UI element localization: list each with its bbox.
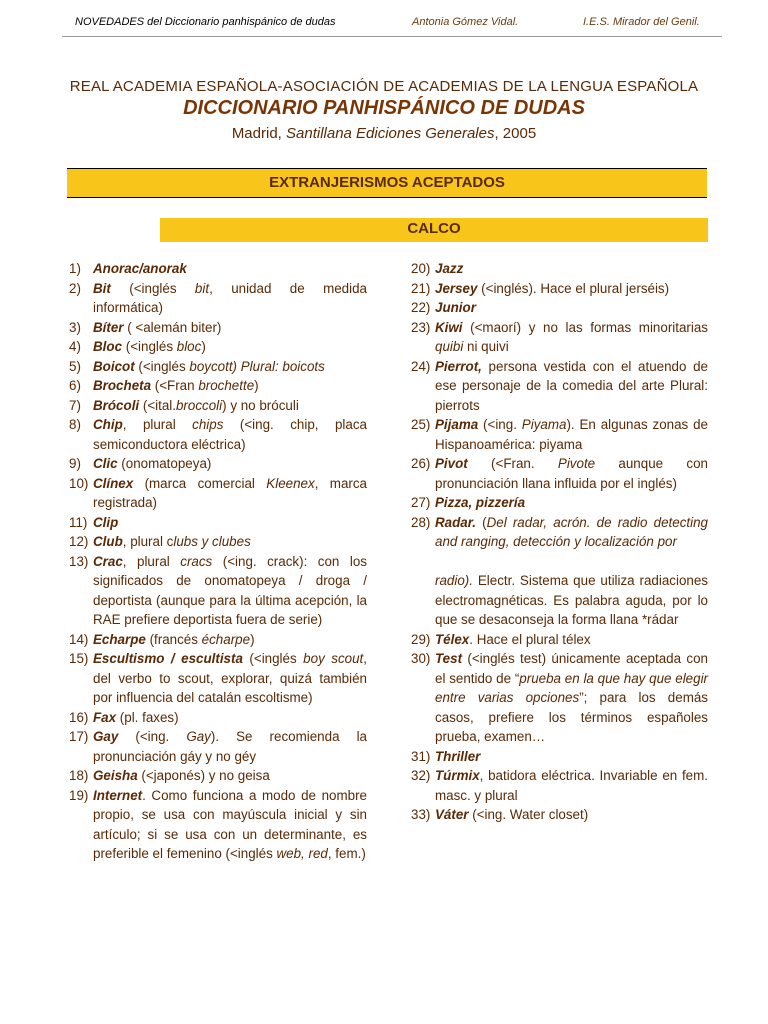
item-text: Electr. Sistema que utiliza radiaciones electromagnéticas. Es palabra aguda, por lo que se desaconseja la forma llana *rádar [435,573,708,627]
item-italic-text: Gay [186,729,211,744]
item-text: (<Fran [151,378,199,393]
item-text: (<ing. [478,417,522,432]
item-term: Clínex [93,475,134,491]
item-text: (<ing. chip, placa semiconductora eléctrica) [93,417,367,452]
spacer [411,552,708,572]
title-line-2: DICCIONARIO PANHISPÁNICO DE DUDAS [183,97,585,119]
item-term: Bloc [93,339,123,354]
item-text: , plural c [122,534,174,549]
item-text: , del verbo to scout, explorar, quizá también por influencia del catalán escoltisme) [93,651,367,705]
item-text: (<ing. Water closet) [468,807,589,822]
item-term: Jazz [435,261,464,276]
item-number: 24) [411,358,431,374]
item-text: , plural [122,553,181,569]
item-term: Brocheta [93,378,152,393]
item-italic-text: cracs [180,553,213,569]
item-text: , unidad de medida informática) [93,280,367,315]
list-item [411,357,708,416]
item-term: Pivot [435,456,468,471]
title-city: Madrid, [231,125,286,142]
item-term: Echarpe [93,631,146,647]
item-text: (francés [145,631,202,647]
list-item [69,357,367,377]
list-item [411,747,708,767]
item-number: 18) [69,768,89,783]
list-item [69,259,367,279]
item-text: , batidora eléctrica. Invariable en fem. masc. y plural [435,768,708,803]
item-term: Boicot [93,358,135,374]
item-term: Brócoli [93,397,140,413]
item-italic-text: brochette [198,378,255,393]
list-item [411,513,708,552]
item-italic-text: bloc [176,339,202,354]
item-text: (<inglés [134,358,190,374]
item-term: Pizza, pizzería [435,495,526,510]
item-term: Radar. [435,514,476,530]
item-number: 14) [69,631,89,647]
title-line-3 [0,125,768,142]
title-line-1: REAL ACADEMIA ESPAÑOLA-ASOCIACIÓN DE ACADEMIAS DE LA LENGUA ESPAÑOLA [69,78,699,95]
item-term: Escultismo / escultista [93,651,243,666]
list-item [69,649,367,708]
list-item [69,766,367,786]
item-italic-text: radio). [435,573,473,588]
item-italic-text: boycott) Plural: boicots [189,358,325,374]
item-text: (marca comercial [133,475,267,491]
list-item [69,396,367,416]
list-item [411,805,708,825]
item-number: 3) [69,319,81,335]
item-number: 17) [69,729,89,744]
item-term: Gay [93,729,119,744]
item-term: Thriller [435,748,481,764]
item-text: , fem.) [327,846,366,861]
header-left-text: NOVEDADES del Diccionario panhispánico de dudas [75,16,336,28]
item-italic-text: Piyama [521,417,567,432]
item-number: 13) [69,553,89,569]
item-text: ) [254,378,259,393]
item-text: ). Se recomienda la pronunciación gáy y no géy [93,729,368,764]
list-item [69,279,367,318]
item-number: 23) [411,319,431,335]
list-item [69,786,367,864]
item-text: (<inglés test) únicamente aceptada con el sentido de “ [435,651,708,686]
item-text: ). En algunas zonas de Hispanoamérica: piyama [435,417,708,452]
item-text: (<ing. [118,729,187,744]
item-text: , plural [122,417,193,432]
item-number: 10) [69,475,89,491]
list-item [411,259,708,279]
item-number: 2) [69,280,81,296]
list-item [69,708,367,728]
header-school: I.E.S. Mirador del Genil. [583,16,700,28]
item-text: ( <alemán biter) [123,319,222,335]
list-item [411,493,708,513]
header-author: Antonia Gómez Vidal. [412,16,519,28]
item-italic-text: Pivote [557,456,596,471]
item-term: Clip [93,514,119,530]
item-number: 26) [411,456,431,471]
item-number: 4) [69,339,81,354]
item-term: Váter [435,807,469,822]
list-item [411,279,708,299]
item-term: Kiwi [435,319,463,335]
list-item [69,552,367,630]
list-item [69,415,367,454]
list-item [69,474,367,513]
item-term: Test [435,651,463,666]
item-italic-text: Del radar, acrón. de radio detecting and ranging, detección y localización por [435,514,709,549]
item-italic-text: quibi [435,339,464,354]
item-italic-text: lubs y clubes [173,534,251,549]
item-term: Fax [93,709,117,725]
item-number: 12) [69,534,89,549]
item-italic-text: écharpe [201,631,251,647]
item-text: ) [250,631,255,647]
right-column [411,259,708,825]
item-number: 33) [411,807,431,822]
item-text: (<maorí) y no las formas minoritarias [462,319,708,335]
item-text: (<ing. crack): con los significados de onomatopeya / droga / deportista (aunque para la última acepción, la RAE prefiere deportista fuera de serie) [93,553,367,627]
item-number: 9) [69,456,81,471]
item-number: 6) [69,378,81,393]
item-text: ) y no bróculi [222,397,299,413]
item-number: 28) [411,514,431,530]
header-rule [62,36,722,37]
item-text: ( [475,514,487,530]
item-term: Túrmix [435,768,480,783]
item-text: . Hace el plural télex [469,631,591,647]
item-text: persona vestida con el atuendo de ese personaje de la comedia del arte Plural: pierrots [435,358,708,413]
item-text: (<inglés [242,651,304,666]
item-italic-text: prueba en la que hay que elegir entre varias opciones [435,670,708,705]
list-item [69,727,367,766]
item-number: 31) [411,748,431,764]
item-text: (<inglés). Hace el plural jerséis) [477,280,670,296]
item-term: Bit [93,280,111,296]
list-item [69,454,367,474]
list-item [411,571,708,630]
list-item [69,376,367,396]
item-text: (pl. faxes) [116,709,179,725]
item-text: ) [201,339,206,354]
item-term: Internet [93,787,143,803]
item-number: 22) [411,300,431,315]
item-text: . Como funciona a modo de nombre propio, se usa con mayúscula inicial y sin artículo; si se usa con un determinante, es preferible el femenino (<inglés [93,787,367,861]
item-term: Chip [93,417,123,432]
item-text: (<ital. [139,397,176,413]
title-publisher: Santillana Ediciones Generales [286,125,495,142]
list-item [411,318,708,357]
item-number: 32) [411,768,431,783]
item-number: 16) [69,709,89,725]
item-text: (<Fran. [467,456,558,471]
item-text: (<inglés [110,280,195,296]
subsection-title-bar: CALCO [160,218,708,242]
item-number: 19) [69,787,89,803]
item-term: Télex [435,631,470,647]
item-term: Bíter [93,319,124,335]
item-term: Junior [435,300,476,315]
item-number: 30) [411,651,431,666]
item-text: aunque con pronunciación llana influida por el inglés) [435,456,708,491]
item-term: Clic [93,456,118,471]
item-italic-text: broccoli [175,397,223,413]
item-text: (<japonés) y no geisa [137,768,270,783]
list-item [411,630,708,650]
item-italic-text: bit [194,280,210,296]
item-text: (<inglés [122,339,177,354]
item-number: 15) [69,651,89,666]
list-item [411,415,708,454]
item-number: 1) [69,261,81,276]
item-number: 27) [411,495,431,510]
item-italic-text: chips [192,417,224,432]
item-term: Crac [93,553,123,569]
list-item [69,337,367,357]
item-term: Anorac/anorak [93,261,187,276]
item-number: 21) [411,280,431,296]
item-number: 29) [411,631,431,647]
item-term: Club [93,534,123,549]
item-text: , marca registrada) [93,475,367,510]
item-number: 11) [69,514,88,530]
list-item [69,513,367,533]
item-italic-text: boy scout [303,651,364,666]
title-year: , 2005 [494,125,537,142]
list-item [411,454,708,493]
item-term: Jersey [435,280,478,296]
item-text: ni quivi [463,339,509,354]
list-item [411,766,708,805]
list-item [69,630,367,650]
item-term: Geisha [93,768,138,783]
item-term: Pierrot, [435,358,482,374]
section-title-bar: EXTRANJERISMOS ACEPTADOS [67,168,707,198]
item-text: (onomatopeya) [117,456,212,471]
item-number: 7) [69,397,81,413]
item-number: 8) [69,417,81,432]
item-number: 25) [411,417,431,432]
item-number: 5) [69,358,81,374]
list-item [411,298,708,318]
item-text: ”; para los demás casos, prefiere los términos españoles prueba, examen… [435,690,708,744]
item-italic-text: web, red [276,846,328,861]
list-item [69,318,367,338]
left-column [69,259,367,864]
item-number: 20) [411,261,431,276]
list-item [69,532,367,552]
item-term: Pijama [435,417,479,432]
list-item [411,649,708,747]
item-italic-text: Kleenex [266,475,315,491]
